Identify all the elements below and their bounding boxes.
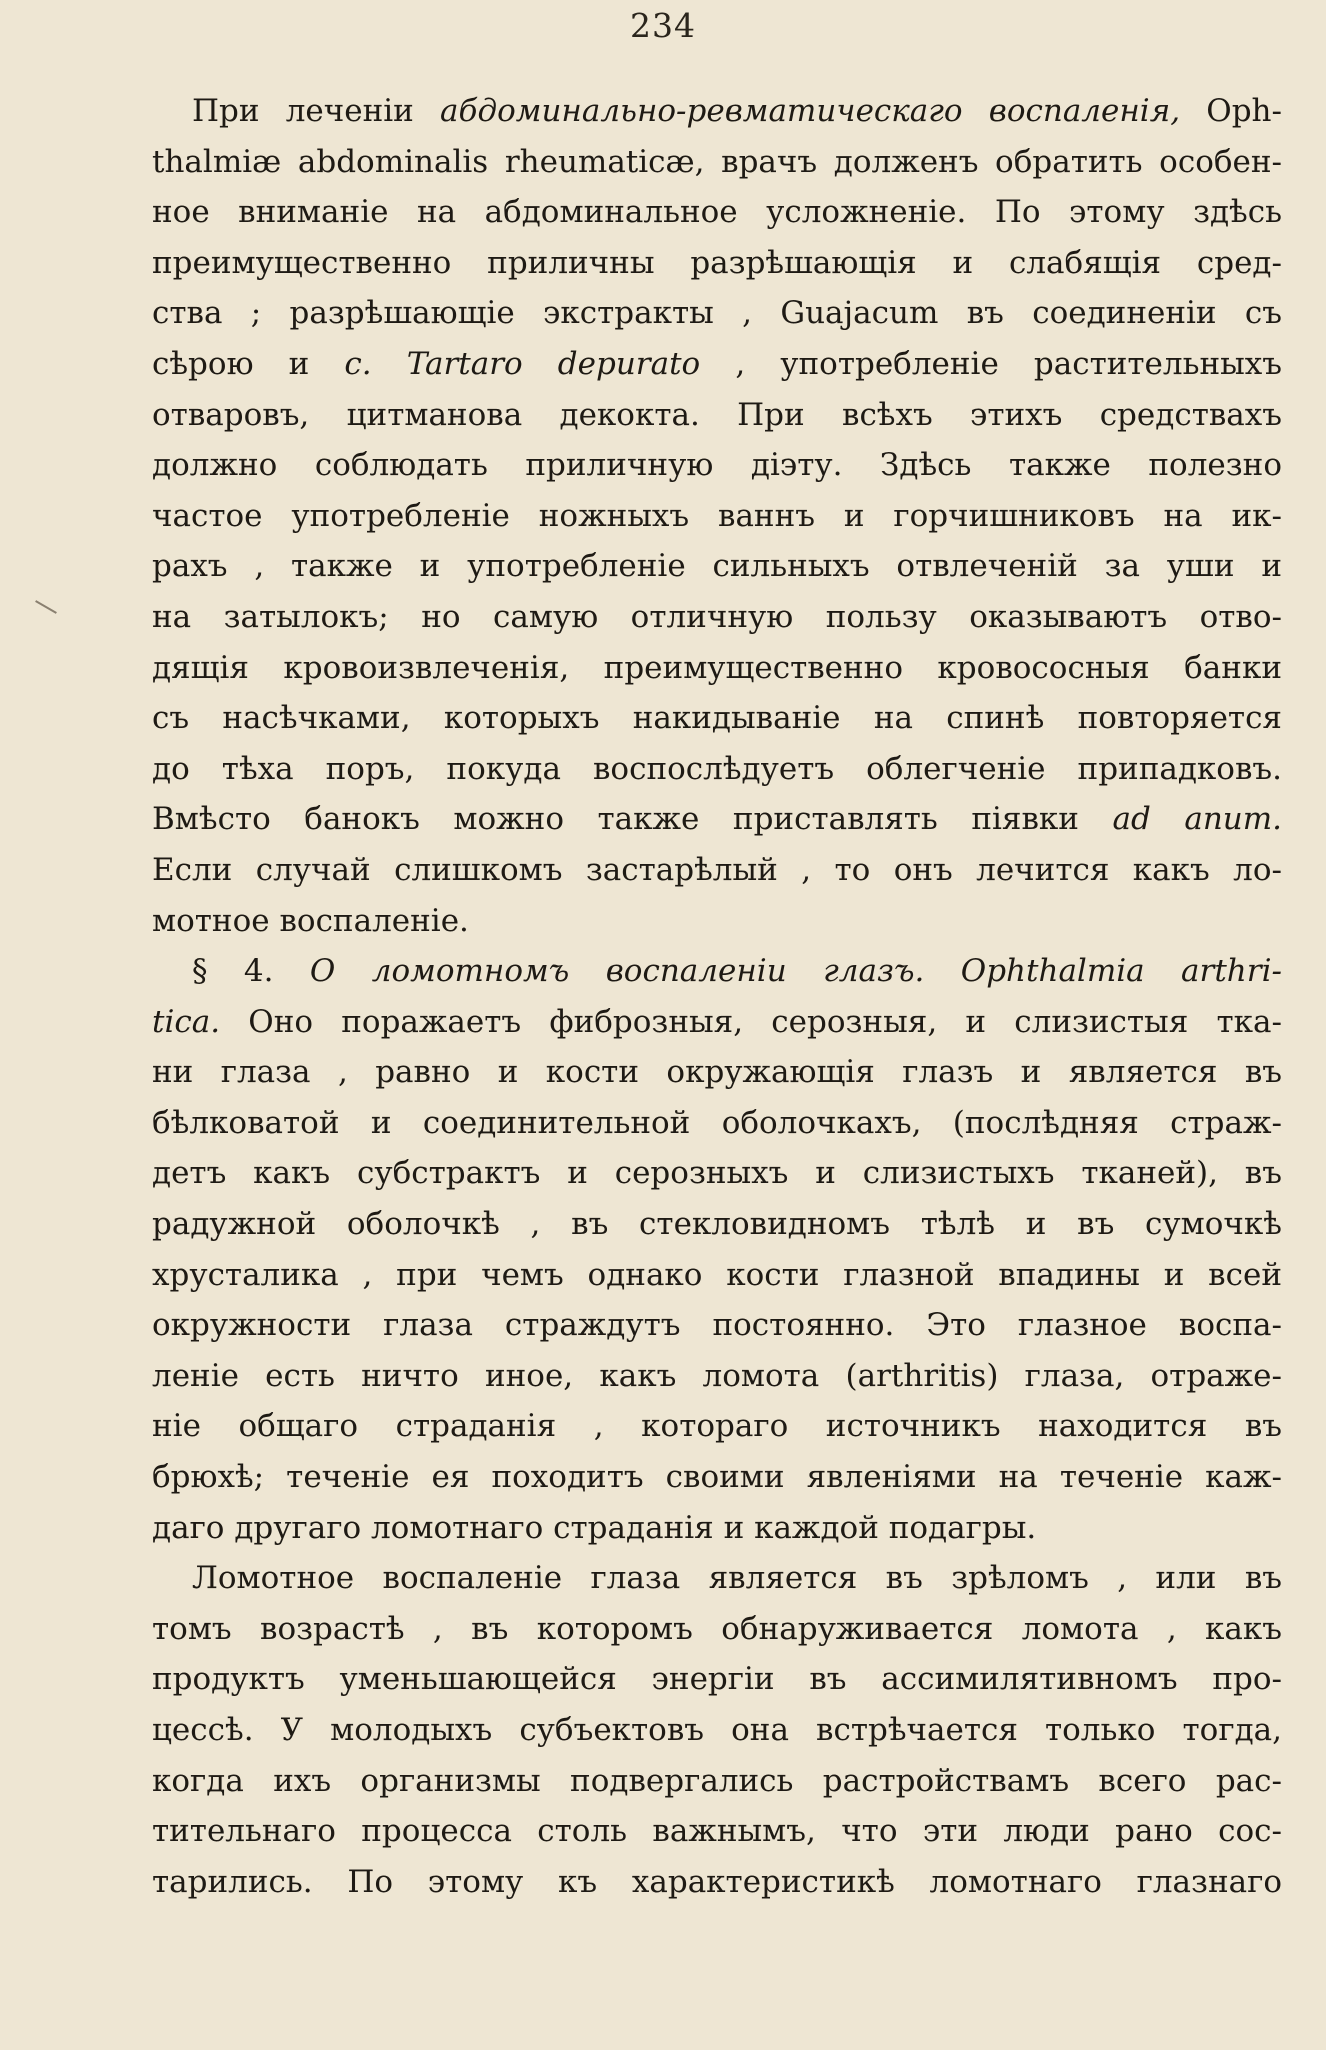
text-segment: тарились. По этому къ характеристикѣ ломотнаго глазнаго bbox=[152, 1863, 1282, 1900]
text-line bbox=[152, 1199, 1282, 1250]
italic-text: tica. bbox=[152, 1003, 221, 1040]
text-segment: Вмѣсто банокъ можно также приставлять піявки bbox=[152, 801, 1113, 838]
text-line bbox=[152, 440, 1282, 491]
text-line bbox=[152, 592, 1282, 643]
text-segment: ства ; разрѣшающіе экстракты , Guajacum въ соединеніи съ bbox=[152, 295, 1282, 332]
text-segment: дящія кровоизвлеченія, преимущественно кровососныя банки bbox=[152, 649, 1282, 686]
text-segment: даго другаго ломотнаго страданія и каждой подагры. bbox=[152, 1509, 1037, 1546]
text-line bbox=[152, 744, 1282, 795]
text-segment: рахъ , также и употребленіе сильныхъ отвлеченій за уши и bbox=[152, 548, 1282, 585]
text-segment: окружности глаза страждутъ постоянно. Это глазное воспа- bbox=[152, 1307, 1282, 1344]
text-line bbox=[152, 1705, 1282, 1756]
text-line bbox=[152, 1047, 1282, 1098]
text-segment: отваровъ, цитманова декокта. При всѣхъ этихъ средствахъ bbox=[152, 396, 1282, 433]
text-segment: частое употребленіе ножныхъ ваннъ и горчишниковъ на ик- bbox=[152, 497, 1282, 534]
text-line bbox=[152, 1250, 1282, 1301]
italic-text: абдоминально-ревматическаго воспаленія, bbox=[440, 93, 1181, 129]
text-segment: При леченіи bbox=[192, 93, 441, 129]
margin-mark bbox=[35, 600, 57, 614]
text-segment: на затылокъ; но самую отличную пользу оказываютъ отво- bbox=[152, 598, 1282, 635]
text-line bbox=[152, 390, 1282, 441]
text-segment: Oph- bbox=[1180, 93, 1282, 129]
body-text bbox=[152, 86, 1282, 1907]
text-segment: продуктъ уменьшающейся энергіи въ ассимилятивномъ про- bbox=[152, 1661, 1282, 1698]
text-line bbox=[152, 845, 1282, 896]
text-line bbox=[152, 997, 1282, 1048]
text-line bbox=[152, 187, 1282, 238]
italic-text: c. Tartaro depurato bbox=[344, 345, 701, 382]
text-line bbox=[152, 137, 1282, 188]
text-line bbox=[152, 339, 1282, 390]
text-line bbox=[152, 1654, 1282, 1705]
text-segment: до тѣха поръ, покуда воспослѣдуетъ облегченіе припадковъ. bbox=[152, 750, 1282, 787]
text-segment: должно соблюдать приличную діэту. Здѣсь также полезно bbox=[152, 447, 1282, 484]
text-segment: мотное воспаленіе. bbox=[152, 902, 469, 939]
text-line bbox=[152, 1604, 1282, 1655]
text-line bbox=[152, 288, 1282, 339]
page-number: 234 bbox=[630, 6, 696, 45]
text-line bbox=[152, 1503, 1282, 1554]
text-segment: тительнаго процесса столь важнымъ, что эти люди рано сос- bbox=[152, 1813, 1282, 1850]
text-line bbox=[152, 1452, 1282, 1503]
text-segment: Если случай слишкомъ застарѣлый , то онъ лечится какъ ло- bbox=[152, 851, 1282, 888]
text-segment: брюхѣ; теченіе ея походитъ своими явленіями на теченіе каж- bbox=[152, 1459, 1282, 1496]
text-segment: Оно поражаетъ фиброзныя, серозныя, и слизистыя тка- bbox=[220, 1003, 1282, 1040]
text-segment: бѣлковатой и соединительной оболочкахъ, (послѣдняя страж- bbox=[152, 1104, 1282, 1141]
text-line bbox=[152, 794, 1282, 845]
text-line bbox=[152, 1806, 1282, 1857]
text-line bbox=[152, 541, 1282, 592]
italic-text: О ломотномъ воспаленіи глазъ. Ophthalmia arthri- bbox=[309, 953, 1282, 990]
text-line bbox=[152, 1098, 1282, 1149]
text-line bbox=[152, 1148, 1282, 1199]
text-line bbox=[152, 946, 1282, 997]
text-line bbox=[152, 643, 1282, 694]
text-line bbox=[152, 1300, 1282, 1351]
text-segment: ни глаза , равно и кости окружающія глазъ и является въ bbox=[152, 1054, 1282, 1091]
text-segment: преимущественно приличны разрѣшающія и слабящія сред- bbox=[152, 244, 1282, 281]
text-segment: томъ возрастѣ , въ которомъ обнаруживается ломота , какъ bbox=[152, 1610, 1282, 1647]
text-line bbox=[152, 1756, 1282, 1807]
italic-text: ad anum. bbox=[1112, 801, 1282, 838]
text-segment: съ насѣчками, которыхъ накидываніе на спинѣ повторяется bbox=[152, 700, 1282, 737]
text-line bbox=[152, 693, 1282, 744]
text-segment: радужной оболочкѣ , въ стекловидномъ тѣлѣ и въ сумочкѣ bbox=[152, 1206, 1282, 1243]
text-line bbox=[152, 1553, 1282, 1604]
text-line bbox=[152, 238, 1282, 289]
text-line bbox=[152, 491, 1282, 542]
text-segment: § 4. bbox=[192, 953, 310, 990]
text-segment: сѣрою и bbox=[152, 345, 345, 382]
text-segment: ніе общаго страданія , котораго источникъ находится въ bbox=[152, 1408, 1282, 1445]
text-line bbox=[152, 86, 1282, 137]
text-segment: Ломотное воспаленіе глаза является въ зрѣломъ , или въ bbox=[192, 1560, 1282, 1597]
text-segment: когда ихъ организмы подвергались растройствамъ всего рас- bbox=[152, 1762, 1282, 1799]
text-segment: thalmiæ abdominalis rheumaticæ, врачъ долженъ обратить особен- bbox=[152, 143, 1282, 180]
text-line bbox=[152, 1401, 1282, 1452]
text-segment: хрусталика , при чемъ однако кости глазной впадины и всей bbox=[152, 1256, 1282, 1293]
text-segment: детъ какъ субстрактъ и серозныхъ и слизистыхъ тканей), въ bbox=[152, 1155, 1282, 1192]
text-segment: ное вниманіе на абдоминальное усложненіе. По этому здѣсь bbox=[152, 194, 1282, 231]
text-segment: цессѣ. У молодыхъ субъектовъ она встрѣчается только тогда, bbox=[152, 1712, 1282, 1748]
text-segment: , употребленіе растительныхъ bbox=[700, 345, 1282, 382]
text-segment: леніе есть ничто иное, какъ ломота (arthritis) глаза, отраже- bbox=[152, 1357, 1282, 1394]
text-line bbox=[152, 1351, 1282, 1402]
text-line bbox=[152, 1857, 1282, 1908]
text-line bbox=[152, 896, 1282, 947]
